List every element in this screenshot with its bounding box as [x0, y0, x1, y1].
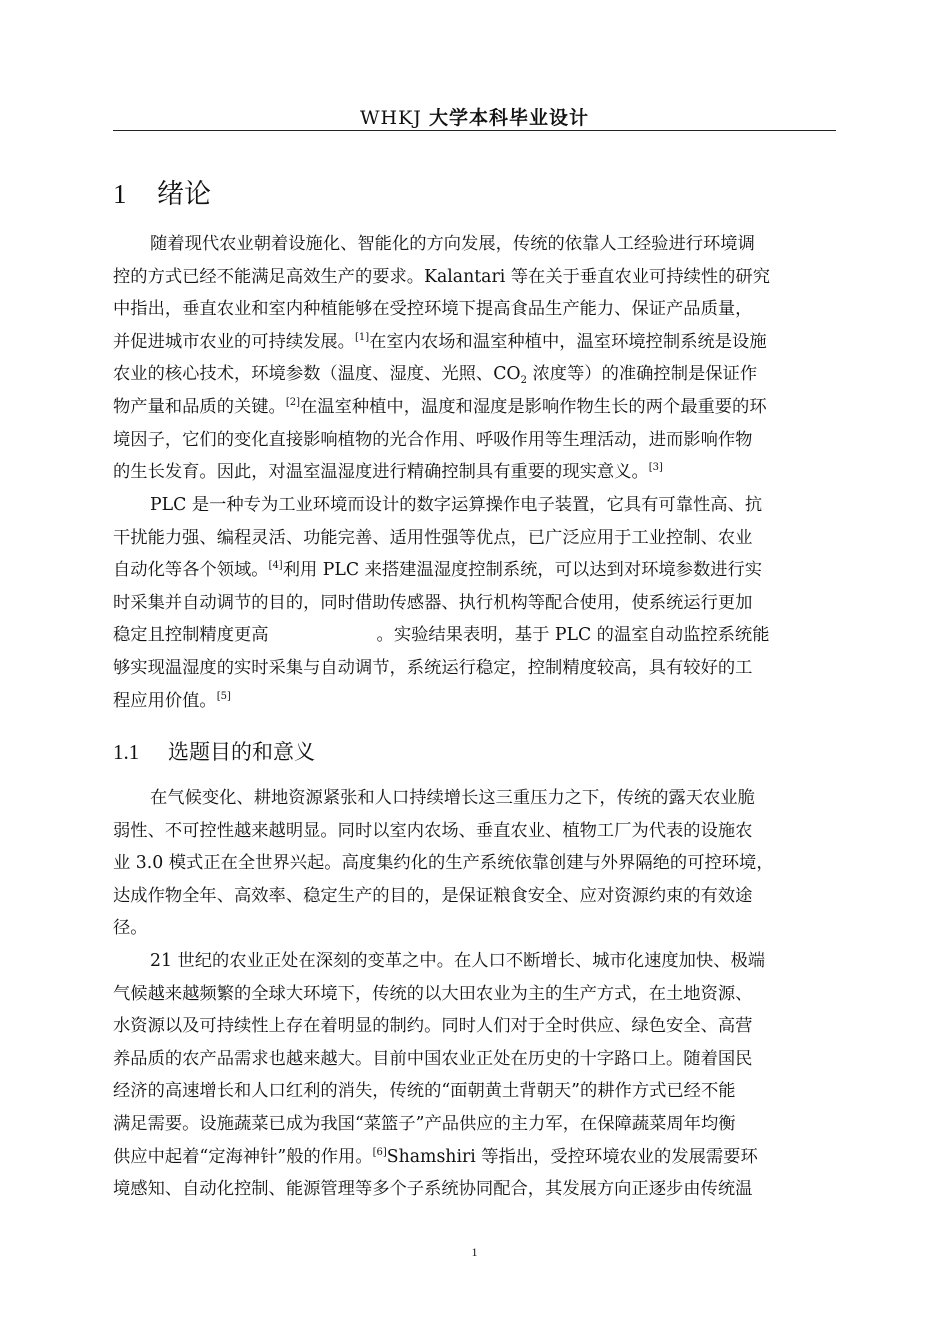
text-line: 并促进城市农业的可持续发展。[1]在室内农场和温室种植中，温室环境控制系统是设施	[113, 331, 767, 352]
text-line: 自动化等各个领域。[4]利用 PLC 来搭建温湿度控制系统，可以达到对环境参数进行实	[113, 560, 763, 581]
header-rule	[113, 130, 836, 131]
citation: [6]	[372, 1146, 387, 1158]
text-line: 物产量和品质的关键。[2]在温室种植中，温度和湿度是影响作物生长的两个最重要的环	[113, 396, 767, 417]
text-line: 满足需要。设施蔬菜已成为我国“菜篮子”产品供应的主力军，在保障蔬菜周年均衡	[113, 1113, 736, 1134]
text-line: 达成作物全年、高效率、稳定生产的目的，是保证粮食安全、应对资源约束的有效途	[113, 885, 753, 906]
text-line: 时采集并自动调节的目的，同时借助传感器、执行机构等配合使用，使系统运行更加	[113, 592, 753, 613]
text-line: 养品质的农产品需求也越来越大。目前中国农业正处在历史的十字路口上。随着国民	[113, 1048, 753, 1069]
paragraph-3	[113, 782, 836, 945]
text-line: 干扰能力强、编程灵活、功能完善、适用性强等优点，已广泛应用于工业控制、农业	[113, 527, 753, 548]
text-line: 21 世纪的农业正处在深刻的变革之中。在人口不断增长、城市化速度加快、极端	[150, 951, 766, 971]
text-line: 水资源以及可持续性上存在着明显的制约。同时人们对于全时供应、绿色安全、高营	[113, 1016, 753, 1037]
citation: [2]	[285, 396, 300, 408]
page-header	[113, 103, 836, 130]
text-line: 程应用价值。[5]	[113, 690, 231, 711]
section-heading-1-1	[113, 736, 315, 766]
paragraph-2	[113, 489, 836, 717]
section-title: 选题目的和意义	[168, 740, 315, 764]
text-line: 随着现代农业朝着设施化、智能化的方向发展，传统的依靠人工经验进行环境调	[150, 234, 755, 254]
text-line: 的生长发育。因此，对温室温湿度进行精确控制具有重要的现实意义。[3]	[113, 462, 663, 483]
paragraph-4	[113, 945, 836, 1206]
header-prefix: WHKJ	[360, 107, 422, 129]
citation: [3]	[648, 462, 663, 474]
paragraph-1	[113, 228, 836, 489]
citation: [1]	[354, 331, 370, 343]
section-title: 绪论	[157, 179, 211, 210]
text-line: 经济的高速增长和人口红利的消失，传统的“面朝黄土背朝天”的耕作方式已经不能	[113, 1081, 736, 1102]
text-line: PLC 是一种专为工业环境而设计的数字运算操作电子装置，它具有可靠性高、抗	[150, 495, 763, 515]
section-heading-1	[113, 172, 211, 211]
text-line: 农业的核心技术，环境参数（温度、湿度、光照、$CO_2$ 浓度等）的准确控制是保证作	[113, 364, 758, 387]
text-line: 够实现温湿度的实时采集与自动调节，系统运行稳定，控制精度较高，具有较好的工	[113, 657, 753, 678]
text-line: 控的方式已经不能满足高效生产的要求。Kalantari 等在关于垂直农业可持续性的研究	[113, 266, 770, 287]
header-title: 大学本科毕业设计	[428, 107, 589, 129]
text-line: 弱性、不可控性越来越明显。同时以室内农场、垂直农业、植物工厂为代表的设施农	[113, 820, 753, 841]
section-number: 1.1	[113, 740, 140, 764]
citation: [4]	[268, 560, 283, 572]
text-line: 在气候变化、耕地资源紧张和人口持续增长这三重压力之下，传统的露天农业脆	[150, 788, 755, 808]
text-line: 供应中起着“定海神针”般的作用。[6]Shamshiri 等指出，受控环境农业的发展需要环	[113, 1146, 758, 1167]
text-line: 业 3.0 模式正在全世界兴起。高度集约化的生产系统依靠创建与外界隔绝的可控环境，	[113, 853, 774, 874]
text-line: 气候越来越频繁的全球大环境下，传统的以大田农业为主的生产方式，在土地资源、	[113, 983, 753, 1004]
text-line: 径。	[113, 918, 148, 939]
page-number: 1	[471, 1245, 478, 1259]
citation: [5]	[216, 690, 231, 702]
text-line: 境感知、自动化控制、能源管理等多个子系统协同配合，其发展方向正逐步由传统温	[113, 1179, 753, 1200]
subscript: 2	[520, 375, 527, 387]
text-line: 稳定且控制精度更高 。实验结果表明，基于 PLC 的温室自动监控系统能	[113, 625, 770, 646]
section-number: 1	[113, 179, 127, 209]
text-line: 境因子，它们的变化直接影响植物的光合作用、呼吸作用等生理活动，进而影响作物	[113, 429, 753, 450]
text-line: 中指出，垂直农业和室内种植能够在受控环境下提高食品生产能力、保证产品质量，	[113, 299, 753, 320]
